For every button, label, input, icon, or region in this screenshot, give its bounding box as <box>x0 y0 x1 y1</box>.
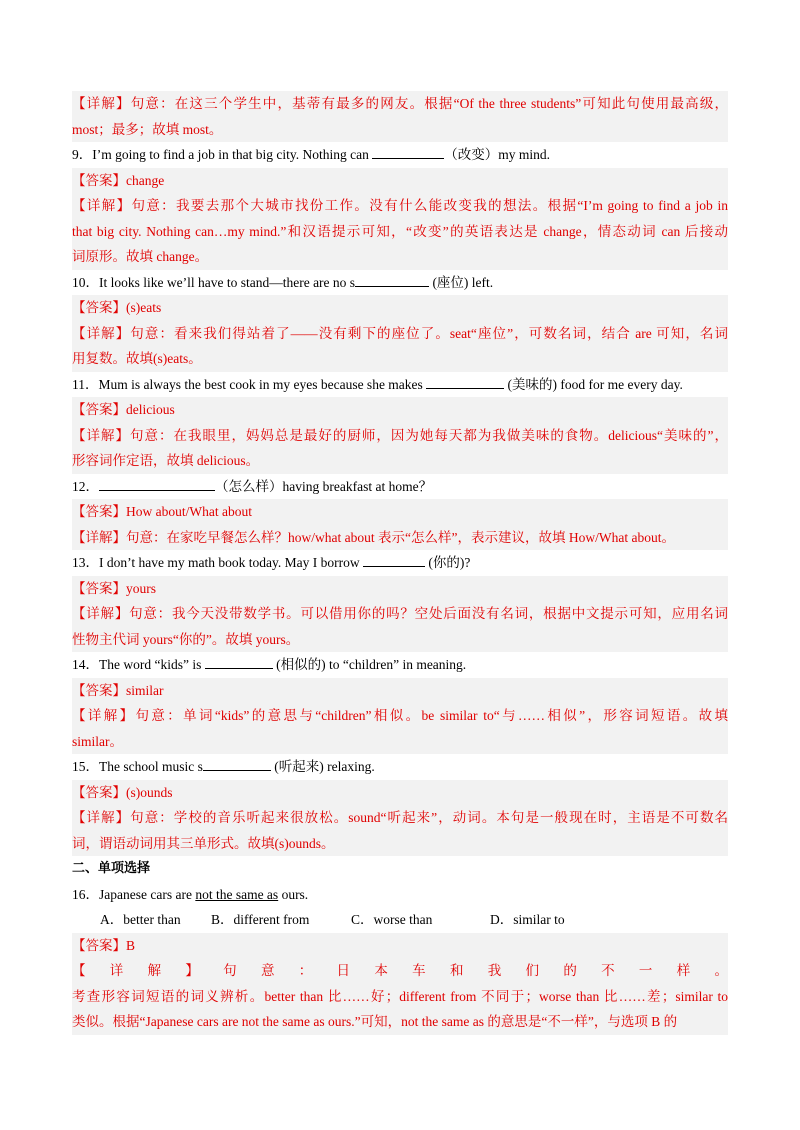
question-prefix: 9．I’m going to find a job in that big city. Nothing can <box>72 147 373 162</box>
option-b[interactable]: B．different from <box>211 912 310 927</box>
explanation-block <box>72 321 728 372</box>
question-line <box>72 652 728 678</box>
explanation-block <box>72 601 728 652</box>
explanation-line: 【详解】句意：在这三个学生中，基蒂有最多的网友。根据“Of the three students”可知此句使用最高级， <box>72 96 728 111</box>
question-suffix: (美味的) food for me every day. <box>504 376 683 392</box>
question-prefix: 14．The word “kids” is <box>72 657 205 672</box>
answer-blank[interactable] <box>205 654 273 669</box>
explanation-line: 词原形。故填 change。 <box>72 249 209 264</box>
explanation-line: 形容词作定语，故填 delicious。 <box>72 453 260 468</box>
answer-blank[interactable] <box>355 272 429 287</box>
question-suffix: (相似的) to “children” in meaning. <box>272 657 467 672</box>
explanation-line: 【详解】句意：在我眼里，妈妈总是最好的厨师，因为她每天都为我做美味的食物。delicious“美味的”， <box>72 427 728 443</box>
explanation-line: 用复数。故填(s)eats。 <box>72 351 202 366</box>
question-suffix: (听起来) relaxing. <box>270 759 375 774</box>
answer-line: 【答案】similar <box>72 678 728 704</box>
question-prefix: 15．The school music s <box>72 759 203 774</box>
explanation-line: most；最多；故填 most。 <box>72 121 223 137</box>
explanation-block <box>72 525 728 551</box>
explanation-line: 【详解】句意：看来我们得站着了——没有剩下的座位了。seat“座位”，可数名词，结合 are 可知，名词 <box>72 325 728 341</box>
question-line <box>72 474 728 500</box>
answer-blank[interactable] <box>99 476 215 491</box>
question-line <box>72 754 728 780</box>
question-line <box>72 270 728 296</box>
underlined-phrase: not the same as <box>195 886 279 902</box>
options-row <box>72 907 728 933</box>
question-suffix: (你的)? <box>424 555 471 570</box>
answer-blank[interactable] <box>363 552 425 567</box>
explanation-block <box>72 423 728 474</box>
document-content <box>72 91 728 1035</box>
answer-line: 【答案】(s)eats <box>72 295 728 321</box>
explanation-line: 词，谓语动词用其三单形式。故填(s)ounds。 <box>72 835 335 851</box>
answer-line: 【答案】How about/What about <box>72 499 728 525</box>
explanation-block <box>72 958 728 1035</box>
question-line <box>72 882 728 908</box>
question-suffix: ours. <box>278 886 309 902</box>
section-heading: 二、单项选择 <box>72 861 151 876</box>
answer-blank[interactable] <box>426 374 504 389</box>
explanation-block <box>72 193 728 270</box>
answer-line: 【答案】B <box>72 933 728 959</box>
explanation-block <box>72 805 728 856</box>
question-prefix: 11．Mum is always the best cook in my eyes because she makes <box>72 376 427 392</box>
explanation-line: that big city. Nothing can…my mind.”和汉语提示可知，“改变”的英语表达是 change，情态动词 can 后接动 <box>72 223 728 239</box>
explanation-line: 【详解】句意：在家吃早餐怎么样？how/what about 表示“怎么样”，表示建议，故填 How/What about。 <box>72 529 675 545</box>
question-line <box>72 372 728 398</box>
explanation-line: 【详解】句意：我今天没带数学书。可以借用你的吗？空处后面没有名词，根据中文提示可知，应用名词 <box>72 606 728 621</box>
answer-line: 【答案】delicious <box>72 397 728 423</box>
answer-blank[interactable] <box>372 144 444 159</box>
question-line <box>72 550 728 576</box>
explanation-block <box>72 703 728 754</box>
explanation-line: similar。 <box>72 733 123 749</box>
question-prefix: 13．I don’t have my math book today. May I borrow <box>72 555 363 570</box>
option-a[interactable]: A．better than <box>100 912 181 927</box>
question-suffix: （怎么样）having breakfast at home？ <box>215 478 433 494</box>
explanation-line: 性物主代词 yours“你的”。故填 yours。 <box>72 631 300 647</box>
answer-line: 【答案】change <box>72 168 728 194</box>
explanation-line: 类似。根据“Japanese cars are not the same as ours.”可知，not the same as 的意思是“不一样”，与选项 B 的 <box>72 1014 678 1029</box>
question-prefix: 10．It looks like we’ll have to stand—there are no s <box>72 274 356 290</box>
explanation-line: 【详解】句意：学校的音乐听起来很放松。sound“听起来”，动词。本句是一般现在时，主语是不可数名 <box>72 810 728 825</box>
explanation-line: 【详解】句意：我要去那个大城市找份工作。没有什么能改变我的想法。根据“I’m going to find a job in <box>72 198 728 213</box>
explanation-line: 【详解】句意：单词“kids”的意思与“children”相似。be similar to“与……相似”，形容词短语。故填 <box>72 708 728 723</box>
question-prefix: 12． <box>72 478 99 494</box>
explanation-line: 考查形容词短语的词义辨析。better than 比……好；different from 不同于；worse than 比……差；similar to <box>72 988 728 1004</box>
option-d[interactable]: D．similar to <box>490 912 565 927</box>
answer-line: 【答案】(s)ounds <box>72 780 728 806</box>
option-c[interactable]: C．worse than <box>351 912 433 927</box>
question-suffix: （改变）my mind. <box>444 147 550 162</box>
explanation-line: 【详解】句意：日本车和我们的不一样。 <box>72 963 728 978</box>
question-prefix: 16．Japanese cars are <box>72 886 196 902</box>
answer-line: 【答案】yours <box>72 576 728 602</box>
question-line <box>72 142 728 168</box>
explanation-block <box>72 91 728 142</box>
answer-blank[interactable] <box>203 756 271 771</box>
question-suffix: (座位) left. <box>429 274 494 290</box>
